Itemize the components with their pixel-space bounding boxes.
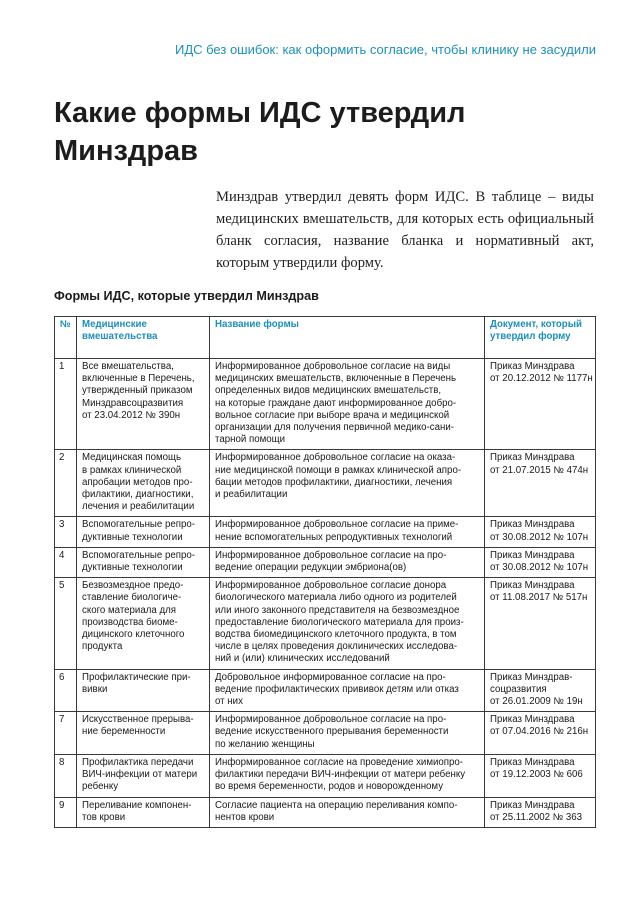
- cell-form-name-line: Добровольное информированное согласие на про-: [215, 671, 446, 683]
- cell-document: [485, 797, 596, 827]
- table-row: [55, 359, 596, 450]
- cell-form-name-line: Информированное добровольное согласие на виды: [215, 361, 451, 372]
- cell-intervention-line: апробации методов про-: [82, 476, 193, 488]
- cell-intervention-line: филактики, диагностики,: [82, 489, 194, 501]
- cell-intervention-line: Безвозмездное предо-: [82, 580, 184, 592]
- cell-intervention-line: дицинского клеточного: [82, 629, 185, 641]
- cell-document-line: от 07.04.2016 № 216н: [490, 726, 589, 738]
- cell-document: [485, 578, 596, 669]
- table-row: [55, 754, 596, 797]
- cell-intervention-line: Профилактические при-: [82, 671, 191, 683]
- cell-intervention: [77, 754, 210, 797]
- row-number: 4: [55, 547, 77, 577]
- cell-document-line: соцразвития: [490, 683, 547, 695]
- cell-intervention-line: дуктивные технологии: [82, 562, 183, 574]
- cell-form-name-line: бации методов профилактики, диагностики, лечения: [215, 476, 453, 488]
- cell-document-line: Приказ Минздрава: [490, 549, 575, 561]
- cell-intervention-line: Вспомогательные репро-: [82, 519, 195, 531]
- row-number: 7: [55, 712, 77, 755]
- header-form: Название формы: [210, 317, 485, 359]
- row-number: 8: [55, 754, 77, 797]
- header-num: №: [55, 317, 77, 359]
- lead-paragraph: [216, 186, 594, 274]
- cell-intervention-line: в рамках клинической: [82, 464, 182, 476]
- cell-intervention-line: Все вмешательства,: [82, 361, 174, 372]
- cell-intervention: [77, 359, 210, 450]
- cell-form-name-line: вольное согласие при выборе врача и медицинской: [215, 409, 450, 421]
- cell-document: [485, 669, 596, 712]
- cell-form-name-line: ведение профилактических прививок детям или отказ: [215, 683, 459, 695]
- cell-intervention-line: дуктивные технологии: [82, 531, 183, 543]
- cell-form-name-line: на которые граждане дают информированное добро-: [215, 397, 457, 409]
- cell-form-name-line: тарной помощи: [215, 434, 286, 446]
- header-document: Документ, который утвердил форму: [485, 317, 596, 359]
- cell-intervention-line: Профилактика передачи: [82, 756, 194, 768]
- cell-form-name-line: во время беременности, родов и новорожденному: [215, 781, 444, 793]
- cell-form-name-line: и реабилитации: [215, 489, 288, 501]
- cell-document-line: от 30.08.2012 № 107н: [490, 531, 589, 543]
- cell-form-name: [210, 712, 485, 755]
- table-row: [55, 450, 596, 517]
- cell-intervention-line: Вспомогательные репро-: [82, 549, 195, 561]
- running-header: ИДС без ошибок: как оформить согласие, чтобы клинику не засудили: [174, 42, 596, 57]
- table-row: [55, 669, 596, 712]
- cell-intervention: [77, 578, 210, 669]
- cell-document-line: Приказ Минздрава: [490, 519, 575, 531]
- cell-form-name: [210, 578, 485, 669]
- cell-document: [485, 450, 596, 517]
- cell-form-name-line: водства биомедицинского клеточного продукта, в том: [215, 629, 457, 641]
- cell-document-line: Приказ Минздрава: [490, 361, 575, 372]
- cell-document-line: Приказ Минздрава: [490, 714, 575, 726]
- table-row: [55, 517, 596, 547]
- cell-form-name-line: ний и (или) клинических исследований: [215, 653, 390, 665]
- cell-form-name-line: или иного законного представителя на безвозмездное: [215, 604, 460, 616]
- table-header-row: [55, 317, 596, 359]
- cell-form-name: [210, 754, 485, 797]
- cell-document-line: от 25.11.2002 № 363: [490, 811, 583, 823]
- cell-document: [485, 517, 596, 547]
- page-title: Какие формы ИДС утвердил Минздрав: [54, 97, 466, 167]
- cell-intervention-line: Искусственное прерыва-: [82, 714, 194, 726]
- table-caption: Формы ИДС, которые утвердил Минздрав: [54, 289, 319, 303]
- forms-table: [54, 316, 596, 828]
- cell-intervention-line: лечения и реабилитации: [82, 501, 195, 513]
- cell-document: [485, 754, 596, 797]
- cell-document-line: от 11.08.2017 № 517н: [490, 592, 588, 604]
- cell-form-name-line: Информированное добровольное согласие на приме-: [215, 519, 459, 531]
- cell-form-name-line: Информированное добровольное согласие на про-: [215, 549, 447, 561]
- cell-intervention-line: ребенку: [82, 781, 119, 793]
- table-body: [55, 359, 596, 828]
- cell-document-line: Приказ Минздрава: [490, 580, 575, 592]
- cell-intervention-line: ставление биологиче-: [82, 592, 182, 604]
- cell-form-name-line: нение вспомогательных репродуктивных технологий: [215, 531, 453, 543]
- cell-intervention-line: вивки: [82, 683, 108, 695]
- cell-form-name-line: числе в целях проведения доклинических исследова-: [215, 641, 458, 653]
- cell-document-line: Приказ Минздрава: [490, 756, 575, 768]
- cell-document: [485, 712, 596, 755]
- header-intervention: Медицинские вмешательства: [77, 317, 210, 359]
- cell-form-name: [210, 669, 485, 712]
- cell-form-name-line: организации для получения первичной медико-сани-: [215, 422, 454, 434]
- table-row: [55, 797, 596, 827]
- cell-form-name: [210, 359, 485, 450]
- cell-document: [485, 547, 596, 577]
- cell-intervention-line: производства биоме-: [82, 616, 178, 628]
- cell-form-name-line: биологического материала либо одного из родителей: [215, 592, 457, 604]
- cell-intervention-line: тов крови: [82, 811, 126, 823]
- cell-document: [485, 359, 596, 450]
- cell-document-line: Приказ Минздрава: [490, 452, 575, 464]
- cell-intervention-line: от 23.04.2012 № 390н: [82, 409, 181, 421]
- cell-form-name-line: нентов крови: [215, 811, 275, 823]
- cell-form-name-line: предоставление биологического материала для произ-: [215, 616, 464, 628]
- cell-form-name-line: Информированное согласие на проведение химиопро-: [215, 756, 464, 768]
- cell-form-name: [210, 450, 485, 517]
- table-row: [55, 712, 596, 755]
- cell-document-line: от 20.12.2012 № 1177н: [490, 373, 593, 385]
- cell-form-name-line: по желанию женщины: [215, 738, 315, 750]
- cell-form-name-line: Информированное добровольное согласие на оказа-: [215, 452, 456, 464]
- cell-form-name: [210, 517, 485, 547]
- cell-form-name: [210, 797, 485, 827]
- table-row: [55, 578, 596, 669]
- cell-intervention-line: Переливание компонен-: [82, 799, 192, 811]
- cell-intervention-line: включенные в Перечень,: [82, 373, 195, 385]
- cell-document-line: от 30.08.2012 № 107н: [490, 562, 589, 574]
- cell-document-line: от 26.01.2009 № 19н: [490, 696, 583, 708]
- row-number: 6: [55, 669, 77, 712]
- table-row: [55, 547, 596, 577]
- forms-table-container: [54, 316, 595, 828]
- cell-intervention: [77, 547, 210, 577]
- cell-form-name: [210, 547, 485, 577]
- cell-intervention: [77, 450, 210, 517]
- cell-intervention: [77, 797, 210, 827]
- cell-document-line: от 21.07.2015 № 474н: [490, 464, 589, 476]
- cell-document-line: от 19.12.2003 № 606: [490, 769, 583, 781]
- cell-document-line: Приказ Минздрава: [490, 799, 575, 811]
- cell-form-name-line: ведение искусственного прерывания беременности: [215, 726, 449, 738]
- cell-form-name-line: от них: [215, 696, 243, 708]
- cell-intervention-line: утвержденный приказом: [82, 385, 193, 397]
- row-number: 9: [55, 797, 77, 827]
- cell-document-line: Приказ Минздрав-: [490, 671, 573, 683]
- cell-intervention-line: ние беременности: [82, 726, 166, 738]
- cell-intervention-line: Медицинская помощь: [82, 452, 182, 464]
- cell-form-name-line: ние медицинской помощи в рамках клинической апро-: [215, 464, 462, 476]
- row-number: 2: [55, 450, 77, 517]
- cell-intervention: [77, 669, 210, 712]
- lead-text: Минздрав утвердил девять форм ИДС. В таблице – виды медицинских вмешательств, для которых есть официальный бланк согласия, название бланка и нормативный акт, которым утвердили форму.: [216, 189, 594, 271]
- row-number: 1: [55, 359, 77, 450]
- cell-form-name-line: Информированное добровольное согласие донора: [215, 580, 447, 592]
- row-number: 3: [55, 517, 77, 547]
- cell-form-name-line: медицинских вмешательств, включенные в Перечень: [215, 373, 457, 385]
- cell-form-name-line: Согласие пациента на операцию переливания компо-: [215, 799, 458, 811]
- cell-form-name-line: филактики передачи ВИЧ-инфекции от матери ребенку: [215, 769, 466, 781]
- cell-intervention-line: ского материала для: [82, 604, 176, 616]
- cell-form-name-line: ведение операции редукции эмбриона(ов): [215, 562, 407, 574]
- cell-intervention: [77, 712, 210, 755]
- cell-intervention-line: ВИЧ-инфекции от матери: [82, 769, 198, 781]
- cell-form-name-line: определенных видов медицинских вмешательств,: [215, 385, 442, 397]
- cell-form-name-line: Информированное добровольное согласие на про-: [215, 714, 447, 726]
- cell-intervention: [77, 517, 210, 547]
- row-number: 5: [55, 578, 77, 669]
- cell-intervention-line: Минздравсоцразвития: [82, 397, 184, 409]
- cell-intervention-line: продукта: [82, 641, 123, 653]
